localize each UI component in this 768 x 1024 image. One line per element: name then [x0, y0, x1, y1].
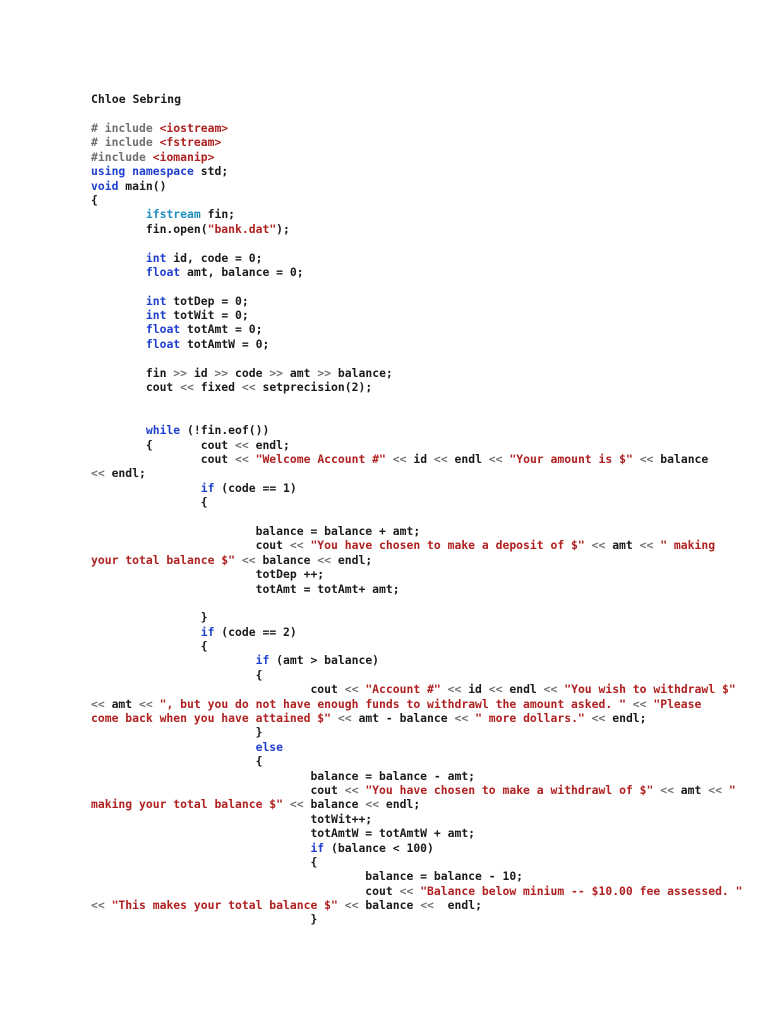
code-line — [91, 294, 691, 308]
code-token: totAmt = totAmt+ amt; — [91, 581, 400, 596]
code-token: "You have chosen to make a deposit of $" — [310, 538, 585, 553]
code-line — [91, 797, 691, 811]
code-line — [91, 265, 691, 279]
code-token: } — [91, 725, 263, 740]
code-token: code — [228, 365, 270, 380]
code-token: (amt > balance) — [269, 653, 380, 668]
code-token: (code == 1) — [214, 480, 297, 495]
code-token: amt - balance — [351, 711, 455, 726]
code-token: << — [488, 682, 503, 697]
code-token: totDep = 0; — [166, 293, 249, 308]
code-line — [91, 481, 691, 495]
code-token: balance = balance - 10; — [91, 869, 524, 884]
code-token: { — [91, 754, 263, 769]
code-token: "You wish to withdrawl $" — [564, 682, 736, 697]
code-token — [91, 322, 146, 336]
code-token — [441, 682, 448, 696]
code-token: << — [591, 711, 606, 726]
code-token: cout — [91, 380, 181, 395]
code-token: if — [200, 480, 215, 495]
code-token: # include — [91, 121, 160, 135]
code-token — [91, 251, 146, 265]
code-token — [91, 337, 146, 351]
code-token: << — [639, 538, 654, 553]
code-token: amt — [283, 365, 318, 380]
code-line — [91, 451, 709, 466]
code-token: << — [454, 711, 469, 726]
code-token: (!fin.eof()) — [180, 423, 270, 438]
code-token: #include — [91, 149, 153, 164]
code-token: int — [145, 308, 167, 323]
code-token: << — [543, 682, 558, 697]
code-token: >> — [317, 365, 332, 380]
code-token: (balance < 100) — [324, 840, 434, 855]
code-line — [91, 826, 691, 840]
code-token: } — [91, 912, 318, 927]
code-token: << — [235, 437, 249, 452]
code-token: id, code = 0; — [166, 250, 263, 265]
code-token: ifstream — [145, 207, 201, 222]
code-token — [249, 452, 256, 466]
code-line — [91, 653, 691, 667]
code-token: setprecision(2); — [255, 380, 373, 395]
code-line — [91, 222, 691, 236]
code-line — [91, 912, 691, 926]
code-line — [91, 236, 691, 250]
code-token: id — [406, 451, 434, 466]
code-line — [91, 769, 691, 783]
code-token: void — [91, 178, 119, 193]
code-token: fin.open( — [91, 221, 208, 236]
code-token: << — [344, 782, 359, 797]
code-line — [91, 121, 691, 135]
code-token: { — [91, 667, 263, 682]
code-block — [91, 121, 743, 927]
code-token: endl; — [605, 711, 647, 726]
code-token: totAmt = 0; — [180, 322, 263, 337]
code-token: "bank.dat" — [207, 221, 277, 236]
code-token — [722, 783, 729, 797]
code-token — [235, 553, 242, 567]
code-line — [91, 696, 702, 711]
code-token: id — [461, 682, 489, 697]
code-token: << — [708, 782, 722, 797]
code-token — [91, 740, 256, 754]
code-token: id — [187, 365, 215, 380]
code-token: << — [591, 538, 606, 553]
code-token: "This makes your total balance $" — [111, 898, 338, 913]
code-token: totWit = 0; — [166, 308, 249, 323]
code-token: main() — [118, 178, 167, 193]
code-token: # include — [91, 135, 160, 150]
code-token — [585, 538, 592, 552]
code-line — [91, 135, 691, 149]
code-token — [91, 207, 146, 221]
code-token — [105, 898, 112, 912]
code-line — [91, 582, 691, 596]
code-token: " more dollars." — [475, 711, 585, 726]
code-token: endl — [447, 451, 489, 466]
code-token: << — [344, 682, 359, 697]
code-line — [91, 251, 691, 265]
code-line — [91, 711, 691, 725]
code-token — [91, 625, 201, 639]
code-line — [91, 495, 691, 509]
code-token: <iostream> — [159, 121, 229, 135]
code-token: float — [145, 264, 181, 279]
code-token: std; — [193, 164, 229, 179]
code-line — [91, 409, 691, 423]
code-token — [331, 711, 338, 725]
code-token: if — [200, 624, 215, 639]
code-token — [283, 797, 290, 811]
code-token: << — [344, 898, 359, 913]
code-token: << — [139, 696, 153, 711]
code-line — [91, 812, 691, 826]
code-line — [91, 668, 691, 682]
code-token: fin — [91, 365, 174, 380]
code-line — [91, 351, 691, 365]
code-token: << — [392, 451, 407, 466]
code-line — [91, 610, 691, 624]
code-token: totAmtW = 0; — [180, 336, 270, 351]
code-token: << — [289, 538, 304, 553]
code-token: } — [91, 610, 208, 625]
code-line — [91, 725, 691, 739]
code-token: endl — [502, 682, 544, 697]
code-line — [91, 553, 691, 567]
code-line — [91, 308, 691, 322]
code-token: your total balance $" — [91, 552, 236, 567]
code-token: "Welcome Account #" — [255, 451, 386, 466]
code-token: << — [433, 451, 448, 466]
code-token: endl; — [331, 552, 373, 567]
code-line — [91, 567, 691, 581]
code-token: amt — [605, 538, 640, 553]
code-token: << — [91, 466, 105, 481]
code-line — [91, 279, 691, 293]
code-token: come back when you have attained $" — [91, 711, 332, 726]
code-line — [91, 438, 691, 452]
code-token — [153, 697, 160, 711]
code-token: float — [145, 336, 181, 351]
code-token: { — [91, 854, 318, 869]
code-token: << — [365, 797, 380, 812]
code-token: cout — [91, 782, 345, 797]
author-name: Chloe Sebring — [91, 92, 182, 106]
code-token: balance — [303, 797, 366, 812]
code-line — [91, 782, 736, 797]
code-token: >> — [214, 365, 229, 380]
code-token: << — [447, 682, 462, 697]
code-token — [338, 898, 345, 912]
code-token: amt — [673, 782, 709, 797]
code-token: << — [660, 782, 674, 797]
code-line — [91, 883, 743, 898]
code-token: << — [639, 451, 654, 466]
code-token: float — [145, 322, 181, 337]
code-token: if — [255, 653, 270, 668]
code-token: { cout — [91, 437, 236, 452]
code-line — [91, 366, 691, 380]
code-token: "Account #" — [365, 682, 441, 697]
code-token: endl; — [104, 466, 146, 481]
code-token: << — [91, 696, 105, 711]
code-token — [91, 294, 146, 308]
code-line — [91, 855, 691, 869]
code-line — [91, 869, 691, 883]
code-token: amt, balance = 0; — [180, 264, 304, 279]
code-token — [91, 308, 146, 322]
code-line — [91, 380, 691, 394]
code-token: << — [241, 380, 256, 395]
code-token: if — [310, 840, 325, 855]
code-line — [91, 754, 691, 768]
code-line — [91, 538, 716, 553]
code-token: cout — [91, 451, 236, 466]
code-token: cout — [91, 682, 345, 697]
code-token: amt — [104, 696, 140, 711]
code-token: "Please — [653, 696, 702, 711]
code-line — [91, 682, 736, 697]
code-token — [386, 452, 393, 466]
code-token: fixed — [193, 380, 242, 395]
code-token: << — [317, 552, 332, 567]
code-token: <fstream> — [159, 135, 222, 150]
code-token: int — [145, 250, 167, 265]
code-token: ", but you do not have enough funds to withdrawl the amount asked. " — [159, 696, 626, 711]
code-token: endl; — [433, 898, 482, 913]
code-token: << — [91, 898, 105, 913]
code-token — [91, 653, 256, 667]
code-token: " — [728, 782, 736, 797]
code-token: " making — [660, 538, 716, 553]
code-token: << — [235, 451, 249, 466]
code-line — [91, 510, 691, 524]
code-token: { — [91, 192, 98, 207]
code-token: "Your amount is $" — [509, 451, 633, 466]
code-token: << — [488, 451, 503, 466]
code-token: >> — [269, 365, 284, 380]
code-token: "You have chosen to make a withdrawl of $" — [365, 782, 654, 797]
code-line — [91, 423, 691, 437]
code-line — [91, 625, 691, 639]
code-token: cout — [91, 883, 400, 898]
code-token: balance = balance + amt; — [91, 523, 421, 538]
code-token: balance — [653, 451, 709, 466]
code-line — [91, 841, 691, 855]
code-token: (code == 2) — [214, 624, 297, 639]
code-line — [91, 322, 691, 336]
code-line — [91, 596, 691, 610]
code-token: { — [91, 495, 208, 510]
code-token — [91, 481, 201, 495]
code-line — [91, 207, 691, 221]
code-token: totWit++; — [91, 811, 373, 826]
code-token: while — [145, 423, 181, 438]
code-line — [91, 639, 691, 653]
code-token — [626, 697, 633, 711]
code-token: endl; — [379, 797, 421, 812]
code-token: ); — [276, 221, 290, 236]
code-token: << — [337, 711, 352, 726]
code-token: <iomanip> — [152, 149, 215, 164]
code-line — [91, 466, 691, 480]
code-line — [91, 150, 691, 164]
code-line — [91, 524, 691, 538]
code-token: << — [632, 696, 647, 711]
code-token: >> — [173, 365, 188, 380]
code-line — [91, 164, 691, 178]
code-token: balance — [358, 898, 421, 913]
code-token: else — [255, 739, 284, 754]
code-token — [91, 841, 310, 855]
code-token: making your total balance $" — [91, 797, 284, 812]
code-token: endl; — [248, 437, 290, 452]
code-token — [91, 423, 146, 437]
code-token: balance — [255, 552, 318, 567]
code-token: totAmtW = totAmtW + amt; — [91, 826, 476, 841]
code-token: int — [145, 293, 167, 308]
code-token — [91, 265, 146, 279]
code-line — [91, 740, 691, 754]
code-token: fin; — [200, 207, 236, 222]
code-token: "Balance below minium -- $10.00 fee assessed. " — [420, 883, 743, 898]
code-token: << — [399, 883, 414, 898]
code-line — [91, 337, 691, 351]
code-line — [91, 394, 691, 408]
code-token: << — [180, 380, 194, 395]
code-token: using — [91, 164, 126, 179]
code-token: balance = balance - amt; — [91, 768, 476, 783]
code-line — [91, 898, 691, 912]
code-token — [585, 711, 592, 725]
code-token — [633, 452, 640, 466]
code-token: << — [241, 552, 256, 567]
code-line — [91, 193, 691, 207]
code-token: namespace — [132, 164, 194, 179]
code-token: totDep ++; — [91, 567, 325, 582]
code-token: << — [289, 797, 304, 812]
code-line — [91, 179, 691, 193]
code-token: { — [91, 639, 208, 654]
code-token: cout — [91, 538, 290, 553]
code-token: balance; — [331, 365, 393, 380]
code-token: << — [420, 898, 434, 913]
